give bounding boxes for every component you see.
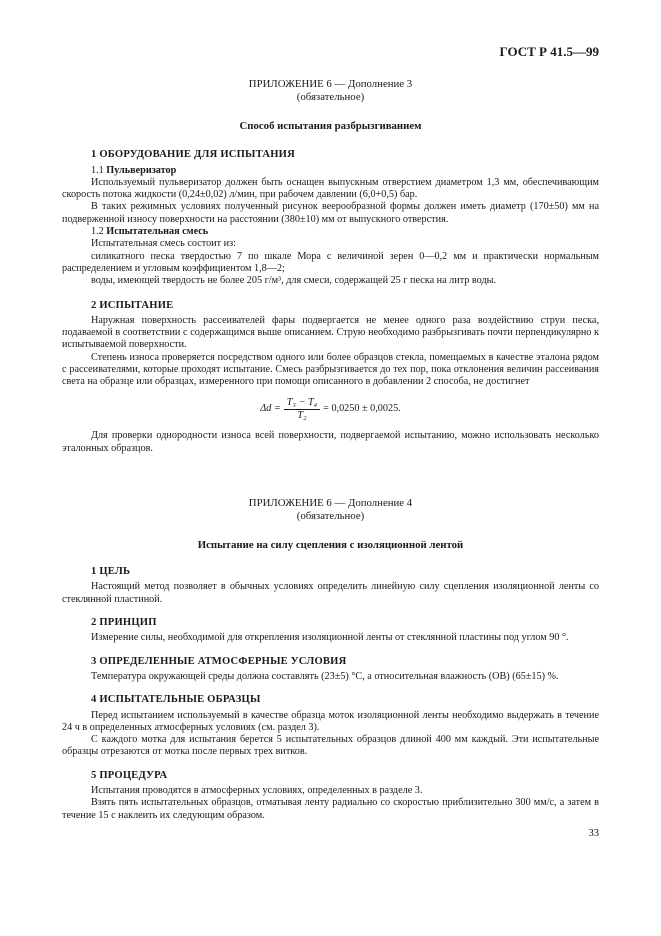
annex4-title xyxy=(62,497,599,523)
annex3-s1-2-para2: силикатного песка твердостью 7 по шкале Мора с величиной зерен 0—0,2 мм и практически нормальным распределением и угловым коэффициентом 1,8—2; xyxy=(62,250,599,274)
annex3-s1-2-para3: воды, имеющей твердость не более 205 г/м³, для смеси, содержащей 25 г песка на литр воды. xyxy=(91,275,497,287)
subsection-number: 1.2 xyxy=(91,226,107,238)
annex4-s4-para1: Перед испытанием используемый в качестве образца моток изоляционной ленты необходимо выдержать в течение 24 ч в определенных атмосферных условиях (см. раздел 3). xyxy=(62,709,599,733)
annex3-s2-para3: Для проверки однородности износа всей поверхности, подвергаемой испытанию, можно использовать несколько эталонных образцов. xyxy=(62,430,599,454)
annex4-section2-heading: 2 ПРИНЦИП xyxy=(91,617,157,629)
annex4-s1-para1: Настоящий метод позволяет в обычных условиях определить линейную силу сцепления изоляционной ленты со стеклянной пластиной. xyxy=(62,581,599,605)
annex3-s2-para2: Степень износа проверяется посредством одного или более образцов стекла, помещаемых в качестве эталона рядом с рассеивателями, которые проходят испытание. Смесь разбрызгивается до тех пор, пока отклонения величин рассеивания света на образце или образцах, измеренного при помощи описанного в добавлении 2 способа, не достигнет xyxy=(62,351,599,388)
annex3-title-line2: (обязательное) xyxy=(296,91,365,103)
annex4-s4-para2: С каждого мотка для испытания берется 5 испытательных образцов длиной 400 мм каждый. Эти испытательные образцы отрезаются от мотка после первых трех витков. xyxy=(62,734,599,758)
annex3-subsection-1-1 xyxy=(62,165,599,177)
annex4-s5-para2: Взять пять испытательных образцов, отматывая ленту радиально со скоростью приблизительно 300 мм/с, а затем в течение 15 с наклеить их следующим образом. xyxy=(62,797,599,821)
annex4-s5-para1: Испытания проводятся в атмосферных условиях, определенных в разделе 3. xyxy=(91,784,423,796)
annex3-section1-heading: 1 ОБОРУДОВАНИЕ ДЛЯ ИСПЫТАНИЯ xyxy=(91,149,295,161)
annex4-s2-para1: Измерение силы, необходимой для открепления изоляционной ленты от стеклянной пластины под углом 90 °. xyxy=(91,632,569,644)
annex3-title-line1: ПРИЛОЖЕНИЕ 6 — Дополнение 3 xyxy=(248,78,413,90)
page-content xyxy=(62,70,599,822)
annex4-title-line1: ПРИЛОЖЕНИЕ 6 — Дополнение 4 xyxy=(248,496,413,509)
subsection-title: Испытательная смесь xyxy=(106,226,209,238)
annex4-section3-heading: 3 ОПРЕДЕЛЕННЫЕ АТМОСФЕРНЫЕ УСЛОВИЯ xyxy=(91,655,347,667)
formula-fraction xyxy=(284,397,320,423)
annex4-section4-heading: 4 ИСПЫТАТЕЛЬНЫЕ ОБРАЗЦЫ xyxy=(91,694,261,706)
annex4-method-title: Испытание на силу сцепления с изоляционной лентой xyxy=(197,538,464,551)
annex3-s2-para1: Наружная поверхность рассеивателей фары подвергается не менее одного раза воздействию струи песка, подаваемой в соответствии с содержащимся выше описанием. Струю необходимо разбрызгивать почти перпендикулярно к испытываемой поверхности. xyxy=(62,314,599,351)
annex3-title xyxy=(62,78,599,104)
document-code: ГОСТ Р 41.5—99 xyxy=(499,44,599,59)
annex3-s1-1-para1: Используемый пульверизатор должен быть оснащен выпускным отверстием диаметром 1,3 мм, обеспечивающим скорость потока жидкости (0,24±0,02) л/мин, при рабочем давлении (6,0+0,5) бар. xyxy=(62,176,599,201)
annex4-section1-heading: 1 ЦЕЛЬ xyxy=(91,566,131,578)
subsection-number: 1.1 xyxy=(91,164,107,176)
page-number: 33 xyxy=(588,828,599,839)
annex4-s3-para1: Температура окружающей среды должна составлять (23±5) °С, а относительная влажность (ОВ) (65±15) %. xyxy=(91,670,559,682)
annex3-section2-heading: 2 ИСПЫТАНИЕ xyxy=(91,299,174,311)
annex3-method-title: Способ испытания разбрызгиванием xyxy=(239,120,422,132)
formula-denominator: T₂ xyxy=(297,409,307,421)
annex4-section5-heading: 5 ПРОЦЕДУРА xyxy=(91,769,168,781)
annex3-s1-2-para1: Испытательная смесь состоит из: xyxy=(91,238,236,250)
formula-lhs: Δd = xyxy=(260,403,281,415)
formula-numerator: T₃ − T₄ xyxy=(284,397,320,410)
wear-formula xyxy=(62,397,599,423)
formula-rhs: = 0,0250 ± 0,0025. xyxy=(323,403,401,415)
annex4-title-line2: (обязательное) xyxy=(296,509,365,522)
annex3-s1-1-para2: В таких режимных условиях полученный рисунок веерообразной формы должен иметь диаметр (170±50) мм на подверженной износу поверхности на расстоянии (380±10) мм от выпускного отверстия. xyxy=(62,201,599,225)
annex3-subsection-1-2 xyxy=(62,226,599,238)
subsection-title: Пульверизатор xyxy=(106,164,177,176)
